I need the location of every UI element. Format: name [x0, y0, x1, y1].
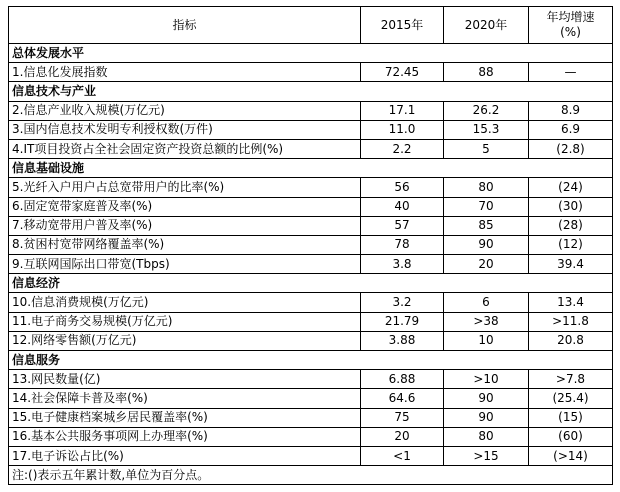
- value-2020-cell: 80: [444, 427, 529, 446]
- value-2020-cell: 15.3: [444, 120, 529, 139]
- value-2020-cell: >38: [444, 312, 529, 331]
- value-2020-cell: 88: [444, 63, 529, 82]
- section-header-row: [9, 274, 613, 293]
- value-2015-cell: 20: [361, 427, 444, 446]
- table-row: [9, 331, 613, 350]
- indicator-name-cell: 13.网民数量(亿): [9, 370, 361, 389]
- value-2020-cell: >15: [444, 446, 529, 465]
- header-growth-line1: 年均增速: [546, 10, 595, 24]
- indicator-name-cell: 6.固定宽带家庭普及率(%): [9, 197, 361, 216]
- table-row: [9, 197, 613, 216]
- growth-rate-cell: 6.9: [529, 120, 613, 139]
- value-2020-cell: 26.2: [444, 101, 529, 120]
- section-header-row: [9, 82, 613, 101]
- indicator-name-cell: 9.互联网国际出口带宽(Tbps): [9, 255, 361, 274]
- growth-rate-cell: >7.8: [529, 370, 613, 389]
- table-row: [9, 389, 613, 408]
- section-title: 信息技术与产业: [9, 82, 613, 101]
- value-2015-cell: 6.88: [361, 370, 444, 389]
- growth-rate-cell: (12): [529, 235, 613, 254]
- table-header-row: [9, 7, 613, 44]
- header-indicator: 指标: [9, 7, 361, 44]
- header-2020: 2020年: [444, 7, 529, 44]
- value-2020-cell: 10: [444, 331, 529, 350]
- growth-rate-cell: 13.4: [529, 293, 613, 312]
- growth-rate-cell: (30): [529, 197, 613, 216]
- table-row: [9, 446, 613, 465]
- growth-rate-cell: 39.4: [529, 255, 613, 274]
- indicator-name-cell: 5.光纤入户用户占总宽带用户的比率(%): [9, 178, 361, 197]
- table-row: [9, 293, 613, 312]
- value-2015-cell: <1: [361, 446, 444, 465]
- indicator-table: [8, 6, 613, 485]
- header-growth: [529, 7, 613, 44]
- growth-rate-cell: (24): [529, 178, 613, 197]
- value-2020-cell: 5: [444, 139, 529, 158]
- growth-rate-cell: (25.4): [529, 389, 613, 408]
- growth-rate-cell: (2.8): [529, 139, 613, 158]
- growth-rate-cell: 20.8: [529, 331, 613, 350]
- value-2015-cell: 78: [361, 235, 444, 254]
- indicator-name-cell: 1.信息化发展指数: [9, 63, 361, 82]
- indicator-name-cell: 15.电子健康档案城乡居民覆盖率(%): [9, 408, 361, 427]
- section-title: 信息经济: [9, 274, 613, 293]
- table-row: [9, 235, 613, 254]
- growth-rate-cell: (15): [529, 408, 613, 427]
- growth-rate-cell: (60): [529, 427, 613, 446]
- section-header-row: [9, 159, 613, 178]
- header-2015: 2015年: [361, 7, 444, 44]
- indicator-name-cell: 4.IT项目投资占全社会固定资产投资总额的比例(%): [9, 139, 361, 158]
- indicator-name-cell: 8.贫困村宽带网络覆盖率(%): [9, 235, 361, 254]
- value-2015-cell: 3.8: [361, 255, 444, 274]
- indicator-name-cell: 2.信息产业收入规模(万亿元): [9, 101, 361, 120]
- value-2020-cell: 90: [444, 408, 529, 427]
- table-row: [9, 216, 613, 235]
- indicator-name-cell: 7.移动宽带用户普及率(%): [9, 216, 361, 235]
- value-2020-cell: 6: [444, 293, 529, 312]
- value-2015-cell: 3.88: [361, 331, 444, 350]
- section-title: 信息基础设施: [9, 159, 613, 178]
- indicator-name-cell: 17.电子诉讼占比(%): [9, 446, 361, 465]
- value-2020-cell: >10: [444, 370, 529, 389]
- indicator-table-container: [8, 6, 612, 485]
- table-row: [9, 312, 613, 331]
- section-title: 总体发展水平: [9, 44, 613, 63]
- growth-rate-cell: (28): [529, 216, 613, 235]
- section-title: 信息服务: [9, 351, 613, 370]
- growth-rate-cell: —: [529, 63, 613, 82]
- value-2020-cell: 20: [444, 255, 529, 274]
- value-2020-cell: 90: [444, 235, 529, 254]
- table-row: [9, 120, 613, 139]
- table-row: [9, 370, 613, 389]
- table-note: 注:()表示五年累计数,单位为百分点。: [9, 466, 613, 485]
- value-2020-cell: 80: [444, 178, 529, 197]
- indicator-name-cell: 16.基本公共服务事项网上办理率(%): [9, 427, 361, 446]
- value-2015-cell: 56: [361, 178, 444, 197]
- table-note-row: [9, 466, 613, 485]
- value-2015-cell: 40: [361, 197, 444, 216]
- section-header-row: [9, 44, 613, 63]
- table-row: [9, 63, 613, 82]
- growth-rate-cell: 8.9: [529, 101, 613, 120]
- table-row: [9, 139, 613, 158]
- value-2015-cell: 72.45: [361, 63, 444, 82]
- header-growth-line2: (%): [560, 25, 581, 39]
- value-2015-cell: 17.1: [361, 101, 444, 120]
- value-2020-cell: 90: [444, 389, 529, 408]
- growth-rate-cell: >11.8: [529, 312, 613, 331]
- value-2015-cell: 21.79: [361, 312, 444, 331]
- indicator-name-cell: 12.网络零售额(万亿元): [9, 331, 361, 350]
- table-row: [9, 178, 613, 197]
- value-2015-cell: 11.0: [361, 120, 444, 139]
- table-row: [9, 255, 613, 274]
- value-2015-cell: 75: [361, 408, 444, 427]
- value-2015-cell: 64.6: [361, 389, 444, 408]
- value-2020-cell: 70: [444, 197, 529, 216]
- value-2015-cell: 2.2: [361, 139, 444, 158]
- table-row: [9, 408, 613, 427]
- value-2015-cell: 57: [361, 216, 444, 235]
- table-row: [9, 101, 613, 120]
- indicator-name-cell: 14.社会保障卡普及率(%): [9, 389, 361, 408]
- value-2015-cell: 3.2: [361, 293, 444, 312]
- indicator-name-cell: 10.信息消费规模(万亿元): [9, 293, 361, 312]
- indicator-name-cell: 3.国内信息技术发明专利授权数(万件): [9, 120, 361, 139]
- table-body: [9, 44, 613, 466]
- section-header-row: [9, 351, 613, 370]
- table-row: [9, 427, 613, 446]
- indicator-name-cell: 11.电子商务交易规模(万亿元): [9, 312, 361, 331]
- value-2020-cell: 85: [444, 216, 529, 235]
- growth-rate-cell: (>14): [529, 446, 613, 465]
